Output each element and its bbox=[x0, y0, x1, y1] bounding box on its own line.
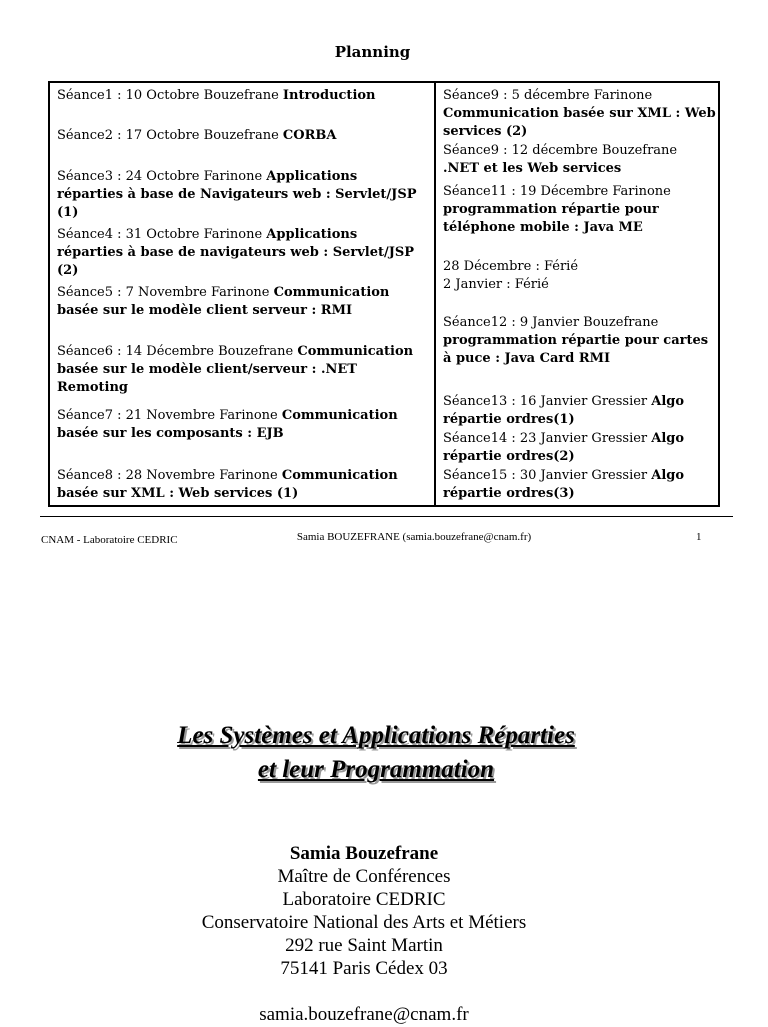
session-entry: Séance9 : 12 décembre Bouzefrane .NET et les Web services bbox=[443, 143, 678, 176]
column-divider bbox=[434, 83, 436, 505]
holiday-entry: 2 Janvier : Férié bbox=[443, 277, 549, 292]
session-entry: Séance9 : 5 décembre Farinone Communication basée sur XML : Web services (2) bbox=[443, 88, 716, 139]
session-entry: Séance4 : 31 Octobre Farinone Applications réparties à base de navigateurs web : Servlet/JSP (2) bbox=[57, 227, 415, 278]
author-city: 75141 Paris Cédex 03 bbox=[280, 958, 448, 979]
session-entry: Séance8 : 28 Novembre Farinone Communication basée sur XML : Web services (1) bbox=[57, 468, 398, 501]
author-role: Maître de Conférences bbox=[277, 866, 451, 887]
session-entry: Séance12 : 9 Janvier Bouzefrane programmation répartie pour cartes à puce : Java Card RMI bbox=[443, 315, 709, 366]
session-entry: Séance14 : 23 Janvier Gressier Algo répartie ordres(2) bbox=[443, 431, 685, 464]
session-entry: Séance6 : 14 Décembre Bouzefrane Communication basée sur le modèle client/serveur : .NET Remoting bbox=[57, 344, 414, 395]
author-name: Samia Bouzefrane bbox=[289, 843, 439, 864]
cover-title-line2: et leur Programmation bbox=[257, 756, 495, 783]
session-entry: Séance11 : 19 Décembre Farinone programmation répartie pour téléphone mobile : Java ME bbox=[443, 184, 671, 235]
schedule-table bbox=[48, 81, 720, 507]
footer-author: Samia BOUZEFRANE (samia.bouzefrane@cnam.fr) bbox=[296, 531, 532, 543]
footer-divider bbox=[40, 516, 733, 517]
session-entry: Séance3 : 24 Octobre Farinone Applications réparties à base de Navigateurs web : Servlet/JSP (1) bbox=[57, 169, 417, 220]
session-entry: Séance2 : 17 Octobre Bouzefrane CORBA bbox=[57, 128, 337, 143]
cover-title-line1: Les Systèmes et Applications Réparties bbox=[177, 722, 575, 749]
session-entry: Séance1 : 10 Octobre Bouzefrane Introduction bbox=[57, 88, 376, 103]
holiday-entry: 28 Décembre : Férié bbox=[443, 259, 579, 274]
page-number: 1 bbox=[696, 531, 702, 543]
planning-title: Planning bbox=[334, 43, 411, 61]
session-entry: Séance7 : 21 Novembre Farinone Communication basée sur les composants : EJB bbox=[57, 408, 398, 441]
author-institution: Conservatoire National des Arts et Métiers bbox=[201, 912, 527, 933]
session-entry: Séance13 : 16 Janvier Gressier Algo répartie ordres(1) bbox=[443, 394, 685, 427]
session-entry: Séance15 : 30 Janvier Gressier Algo répartie ordres(3) bbox=[443, 468, 685, 501]
session-entry: Séance5 : 7 Novembre Farinone Communication basée sur le modèle client serveur : RMI bbox=[57, 285, 390, 318]
author-email[interactable]: samia.bouzefrane@cnam.fr bbox=[259, 1004, 469, 1025]
author-street: 292 rue Saint Martin bbox=[285, 935, 443, 956]
author-lab: Laboratoire CEDRIC bbox=[282, 889, 446, 910]
footer-lab: CNAM - Laboratoire CEDRIC bbox=[41, 534, 178, 546]
